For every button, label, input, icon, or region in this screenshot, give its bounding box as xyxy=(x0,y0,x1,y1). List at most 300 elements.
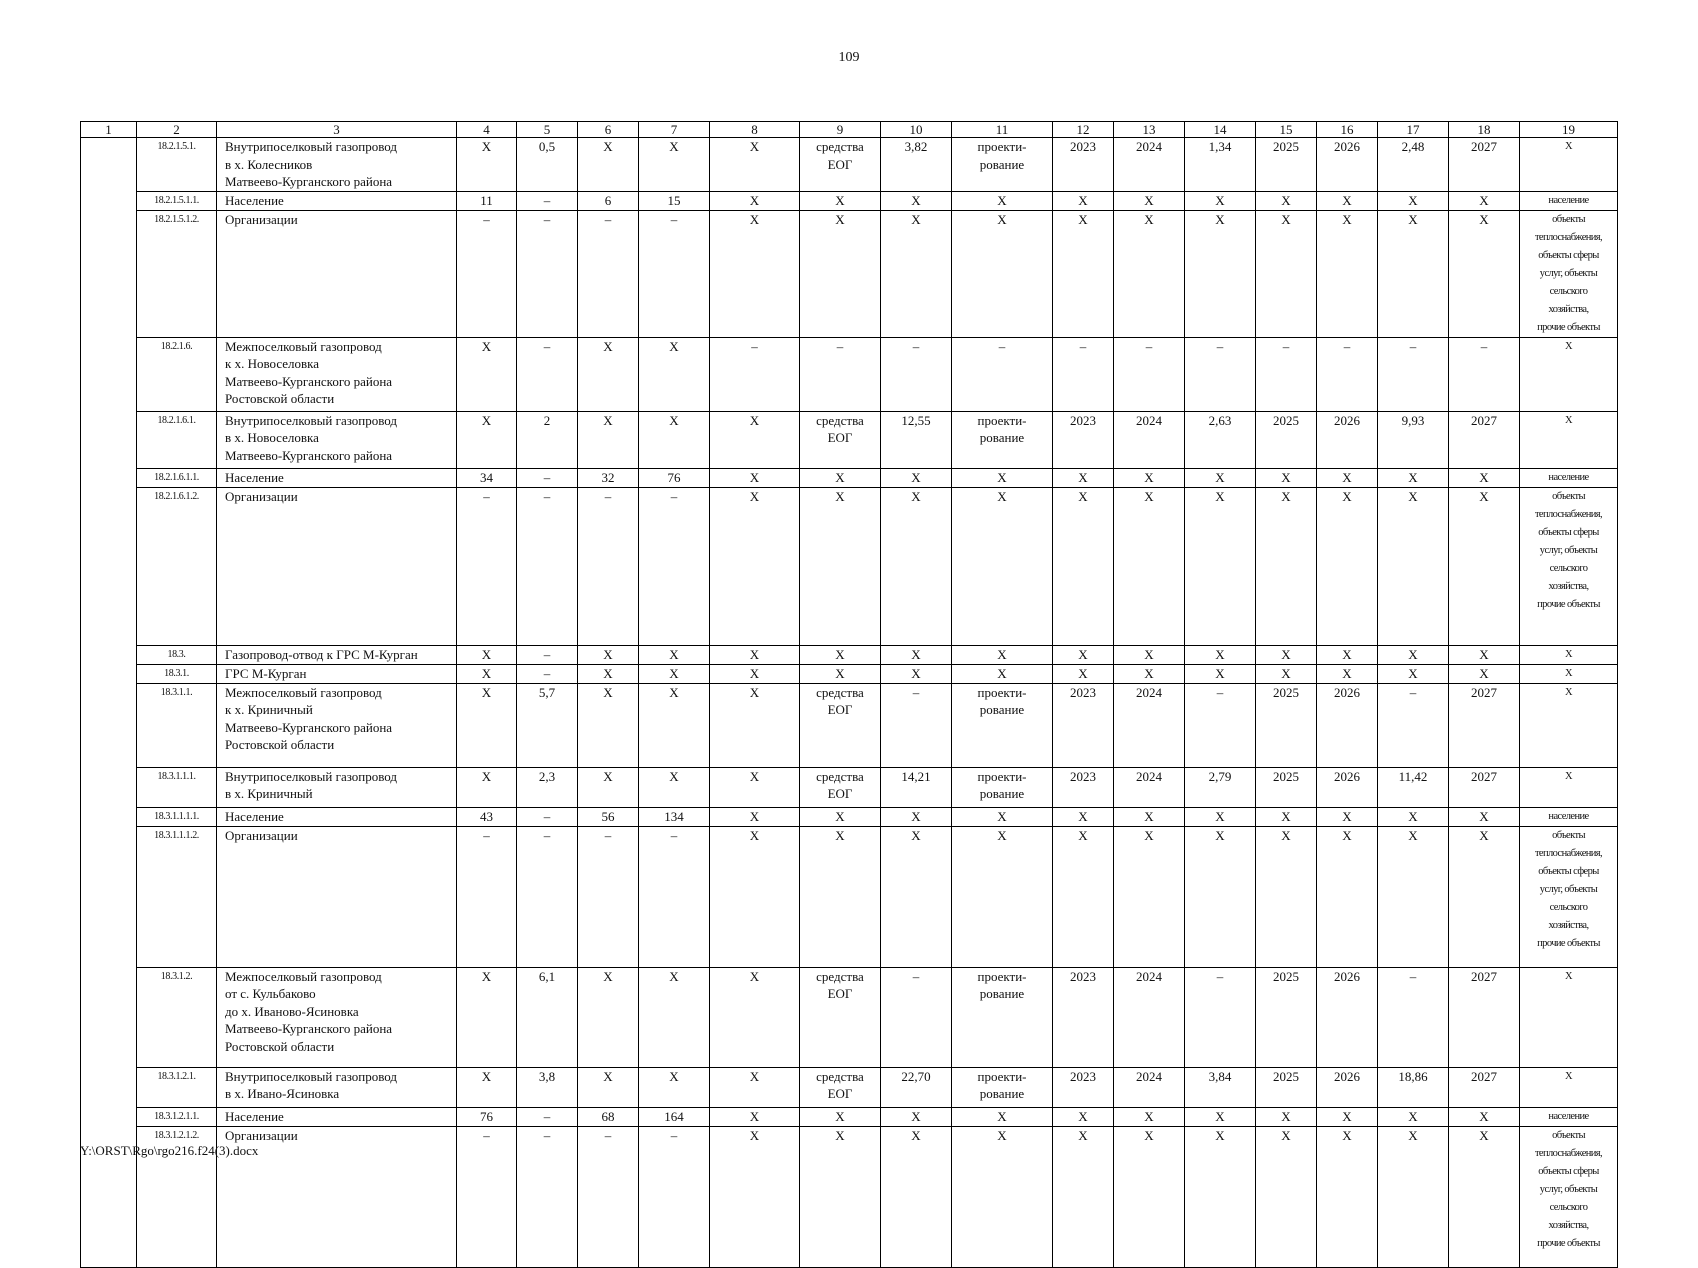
value-cell: 2026 xyxy=(1317,138,1378,192)
header-col-number: 8 xyxy=(710,122,800,138)
value-cell: проекти- рование xyxy=(952,411,1053,468)
row-number-cell: 18.3.1.1. xyxy=(137,683,217,767)
category-cell: население xyxy=(1520,807,1618,826)
value-cell: Х xyxy=(1053,664,1114,683)
value-cell: Х xyxy=(1114,468,1185,487)
value-cell: Х xyxy=(1378,1107,1449,1126)
value-cell: 76 xyxy=(639,468,710,487)
value-cell: Х xyxy=(1449,487,1520,645)
value-cell: Х xyxy=(1114,826,1185,967)
value-cell: Х xyxy=(457,767,517,807)
value-cell: Х xyxy=(1317,664,1378,683)
value-cell: 2024 xyxy=(1114,683,1185,767)
value-cell: Х xyxy=(1114,1107,1185,1126)
header-col-number: 6 xyxy=(578,122,639,138)
value-cell: Х xyxy=(1185,807,1256,826)
value-cell: Х xyxy=(710,683,800,767)
row-number-cell: 18.3. xyxy=(137,645,217,664)
value-cell: Х xyxy=(710,826,800,967)
value-cell: Х xyxy=(881,1107,952,1126)
value-cell: Х xyxy=(881,664,952,683)
value-cell: 2023 xyxy=(1053,767,1114,807)
value-cell: Х xyxy=(1114,1126,1185,1267)
object-name-cell: Межпоселковый газопровод к х. Криничный Матвеево-Курганского района Ростовской области xyxy=(217,683,457,767)
value-cell: 2023 xyxy=(1053,138,1114,192)
value-cell: Х xyxy=(881,487,952,645)
value-cell: Х xyxy=(457,1067,517,1107)
value-cell: проекти- рование xyxy=(952,767,1053,807)
table-row xyxy=(81,807,1618,826)
row-number-cell: 18.3.1.2.1. xyxy=(137,1067,217,1107)
value-cell: – xyxy=(457,1126,517,1267)
category-cell: Х xyxy=(1520,683,1618,767)
value-cell: Х xyxy=(578,967,639,1067)
value-cell: Х xyxy=(1378,1126,1449,1267)
value-cell: Х xyxy=(457,645,517,664)
header-col-number: 11 xyxy=(952,122,1053,138)
object-name-cell: Население xyxy=(217,807,457,826)
value-cell: 76 xyxy=(457,1107,517,1126)
value-cell: 56 xyxy=(578,807,639,826)
table-row xyxy=(81,664,1618,683)
value-cell: 2027 xyxy=(1449,967,1520,1067)
value-cell: 11 xyxy=(457,191,517,210)
category-cell: Х xyxy=(1520,411,1618,468)
value-cell: Х xyxy=(1317,826,1378,967)
value-cell: 2025 xyxy=(1256,138,1317,192)
page-number: 109 xyxy=(838,50,860,65)
value-cell: 2,79 xyxy=(1185,767,1256,807)
value-cell: 2024 xyxy=(1114,767,1185,807)
header-row xyxy=(81,122,1618,138)
category-cell: объекты теплоснабжения, объекты сферы услуг, объекты сельского хозяйства, прочие объекты xyxy=(1520,826,1618,967)
value-cell: 1,34 xyxy=(1185,138,1256,192)
value-cell: – xyxy=(1378,683,1449,767)
object-name-cell: Внутрипоселковый газопровод в х. Криничный xyxy=(217,767,457,807)
table-row xyxy=(81,1126,1618,1267)
table-body xyxy=(81,122,1618,1268)
value-cell: Х xyxy=(578,683,639,767)
object-name-cell: Внутрипоселковый газопровод в х. Колесников Матвеево-Курганского района xyxy=(217,138,457,192)
value-cell: 2027 xyxy=(1449,411,1520,468)
value-cell: Х xyxy=(800,210,881,337)
value-cell: Х xyxy=(1378,664,1449,683)
header-col-number: 3 xyxy=(217,122,457,138)
header-col-number: 17 xyxy=(1378,122,1449,138)
value-cell: Х xyxy=(1053,1107,1114,1126)
value-cell: Х xyxy=(800,645,881,664)
value-cell: Х xyxy=(457,138,517,192)
value-cell: Х xyxy=(639,645,710,664)
value-cell: 43 xyxy=(457,807,517,826)
value-cell: Х xyxy=(800,1126,881,1267)
value-cell: – xyxy=(517,337,578,411)
value-cell: Х xyxy=(1185,468,1256,487)
value-cell: 6,1 xyxy=(517,967,578,1067)
value-cell: 2026 xyxy=(1317,683,1378,767)
object-name-cell: Население xyxy=(217,468,457,487)
value-cell: 34 xyxy=(457,468,517,487)
value-cell: Х xyxy=(1053,807,1114,826)
row-number-cell: 18.2.1.6.1. xyxy=(137,411,217,468)
value-cell: Х xyxy=(639,683,710,767)
value-cell: Х xyxy=(1378,807,1449,826)
value-cell: Х xyxy=(710,210,800,337)
value-cell: Х xyxy=(1256,191,1317,210)
object-name-cell: Организации xyxy=(217,826,457,967)
value-cell: Х xyxy=(457,337,517,411)
value-cell: – xyxy=(1317,337,1378,411)
value-cell: Х xyxy=(952,1126,1053,1267)
value-cell: Х xyxy=(952,645,1053,664)
value-cell: Х xyxy=(710,807,800,826)
value-cell: Х xyxy=(1256,826,1317,967)
value-cell: Х xyxy=(1114,664,1185,683)
value-cell: Х xyxy=(710,468,800,487)
value-cell: Х xyxy=(881,210,952,337)
value-cell: Х xyxy=(1317,807,1378,826)
table-row xyxy=(81,967,1618,1067)
value-cell: 2023 xyxy=(1053,1067,1114,1107)
value-cell: Х xyxy=(952,664,1053,683)
object-name-cell: Население xyxy=(217,1107,457,1126)
value-cell: 15 xyxy=(639,191,710,210)
value-cell: Х xyxy=(1114,487,1185,645)
value-cell: Х xyxy=(952,210,1053,337)
value-cell: Х xyxy=(1256,487,1317,645)
value-cell: 2024 xyxy=(1114,411,1185,468)
table-row xyxy=(81,683,1618,767)
value-cell: Х xyxy=(800,1107,881,1126)
value-cell: Х xyxy=(1317,191,1378,210)
value-cell: Х xyxy=(578,664,639,683)
value-cell: Х xyxy=(1256,468,1317,487)
value-cell: Х xyxy=(1185,210,1256,337)
value-cell: 5,7 xyxy=(517,683,578,767)
value-cell: Х xyxy=(1449,664,1520,683)
row-number-cell: 18.3.1. xyxy=(137,664,217,683)
value-cell: Х xyxy=(710,767,800,807)
table-row xyxy=(81,411,1618,468)
value-cell: – xyxy=(1185,337,1256,411)
value-cell: Х xyxy=(1256,1126,1317,1267)
category-cell: Х xyxy=(1520,767,1618,807)
table-row xyxy=(81,191,1618,210)
row-number-cell: 18.2.1.5.1.2. xyxy=(137,210,217,337)
value-cell: Х xyxy=(578,337,639,411)
value-cell: Х xyxy=(1378,826,1449,967)
value-cell: Х xyxy=(1317,1126,1378,1267)
value-cell: Х xyxy=(1053,487,1114,645)
value-cell: 2026 xyxy=(1317,411,1378,468)
value-cell: – xyxy=(517,468,578,487)
value-cell: 2023 xyxy=(1053,967,1114,1067)
value-cell: Х xyxy=(952,1107,1053,1126)
value-cell: Х xyxy=(1185,1107,1256,1126)
header-col-number: 2 xyxy=(137,122,217,138)
value-cell: Х xyxy=(881,191,952,210)
value-cell: 2024 xyxy=(1114,967,1185,1067)
value-cell: – xyxy=(639,487,710,645)
value-cell: – xyxy=(578,210,639,337)
value-cell: Х xyxy=(1053,191,1114,210)
value-cell: Х xyxy=(1185,826,1256,967)
table-row xyxy=(81,767,1618,807)
value-cell: Х xyxy=(457,683,517,767)
footer-file-path: Y:\ORST\Rgo\rgo216.f24(3).docx xyxy=(80,1143,259,1158)
value-cell: Х xyxy=(1185,645,1256,664)
object-name-cell: Организации xyxy=(217,487,457,645)
header-col-number: 7 xyxy=(639,122,710,138)
value-cell: Х xyxy=(1185,191,1256,210)
value-cell: 2023 xyxy=(1053,683,1114,767)
table-row xyxy=(81,468,1618,487)
value-cell: Х xyxy=(1378,487,1449,645)
row-number-cell: 18.2.1.6. xyxy=(137,337,217,411)
category-cell: население xyxy=(1520,468,1618,487)
value-cell: проекти- рование xyxy=(952,683,1053,767)
value-cell: проекти- рование xyxy=(952,1067,1053,1107)
value-cell: – xyxy=(639,826,710,967)
object-name-cell: Газопровод-отвод к ГРС М-Курган xyxy=(217,645,457,664)
value-cell: 12,55 xyxy=(881,411,952,468)
value-cell: проекти- рование xyxy=(952,967,1053,1067)
header-col-number: 19 xyxy=(1520,122,1618,138)
category-cell: население xyxy=(1520,191,1618,210)
value-cell: – xyxy=(578,487,639,645)
value-cell: Х xyxy=(800,468,881,487)
object-name-cell: Население xyxy=(217,191,457,210)
object-name-cell: Организации xyxy=(217,210,457,337)
row-number-cell: 18.3.1.1.1.2. xyxy=(137,826,217,967)
value-cell: Х xyxy=(952,468,1053,487)
value-cell: – xyxy=(1378,967,1449,1067)
value-cell: – xyxy=(710,337,800,411)
header-col-number: 14 xyxy=(1185,122,1256,138)
value-cell: 2,3 xyxy=(517,767,578,807)
value-cell: Х xyxy=(1185,664,1256,683)
value-cell: – xyxy=(517,807,578,826)
value-cell: 2023 xyxy=(1053,411,1114,468)
value-cell: – xyxy=(517,826,578,967)
value-cell: Х xyxy=(457,967,517,1067)
value-cell: Х xyxy=(710,664,800,683)
value-cell: Х xyxy=(1053,645,1114,664)
row-number-cell: 18.2.1.5.1. xyxy=(137,138,217,192)
value-cell: средства ЕОГ xyxy=(800,1067,881,1107)
value-cell: 9,93 xyxy=(1378,411,1449,468)
value-cell: 2027 xyxy=(1449,767,1520,807)
value-cell: 2027 xyxy=(1449,1067,1520,1107)
row-number-cell: 18.2.1.5.1.1. xyxy=(137,191,217,210)
value-cell: Х xyxy=(639,664,710,683)
value-cell: средства ЕОГ xyxy=(800,138,881,192)
value-cell: Х xyxy=(1053,468,1114,487)
value-cell: – xyxy=(952,337,1053,411)
value-cell: Х xyxy=(1449,1126,1520,1267)
value-cell: – xyxy=(881,967,952,1067)
value-cell: Х xyxy=(881,1126,952,1267)
value-cell: Х xyxy=(800,807,881,826)
value-cell: 2 xyxy=(517,411,578,468)
value-cell: Х xyxy=(800,826,881,967)
value-cell: 2026 xyxy=(1317,967,1378,1067)
value-cell: Х xyxy=(578,767,639,807)
value-cell: – xyxy=(1114,337,1185,411)
value-cell: Х xyxy=(1317,1107,1378,1126)
value-cell: Х xyxy=(578,1067,639,1107)
value-cell: Х xyxy=(881,468,952,487)
value-cell: 134 xyxy=(639,807,710,826)
value-cell: 2026 xyxy=(1317,767,1378,807)
object-name-cell: ГРС М-Курган xyxy=(217,664,457,683)
value-cell: 68 xyxy=(578,1107,639,1126)
value-cell: Х xyxy=(457,664,517,683)
value-cell: Х xyxy=(881,826,952,967)
object-name-cell: Организации xyxy=(217,1126,457,1267)
category-cell: объекты теплоснабжения, объекты сферы услуг, объекты сельского хозяйства, прочие объекты xyxy=(1520,487,1618,645)
value-cell: Х xyxy=(1114,191,1185,210)
header-col-number: 4 xyxy=(457,122,517,138)
value-cell: Х xyxy=(710,1107,800,1126)
value-cell: 2026 xyxy=(1317,1067,1378,1107)
value-cell: – xyxy=(639,1126,710,1267)
value-cell: Х xyxy=(1449,191,1520,210)
row-number-cell: 18.3.1.1.1.1. xyxy=(137,807,217,826)
value-cell: Х xyxy=(1114,210,1185,337)
value-cell: Х xyxy=(1053,826,1114,967)
value-cell: Х xyxy=(800,487,881,645)
table-row xyxy=(81,138,1618,192)
row-number-cell: 18.3.1.2.1.1. xyxy=(137,1107,217,1126)
value-cell: Х xyxy=(710,1126,800,1267)
header-col-number: 15 xyxy=(1256,122,1317,138)
object-name-cell: Внутрипоселковый газопровод в х. Ивано-Ясиновка xyxy=(217,1067,457,1107)
value-cell: проекти- рование xyxy=(952,138,1053,192)
value-cell: – xyxy=(457,826,517,967)
value-cell: 3,8 xyxy=(517,1067,578,1107)
value-cell: Х xyxy=(457,411,517,468)
value-cell: 2025 xyxy=(1256,1067,1317,1107)
value-cell: Х xyxy=(1449,468,1520,487)
header-col-number: 12 xyxy=(1053,122,1114,138)
category-cell: население xyxy=(1520,1107,1618,1126)
value-cell: – xyxy=(1185,967,1256,1067)
value-cell: Х xyxy=(800,664,881,683)
value-cell: Х xyxy=(1378,210,1449,337)
value-cell: – xyxy=(517,1126,578,1267)
value-cell: средства ЕОГ xyxy=(800,411,881,468)
value-cell: 11,42 xyxy=(1378,767,1449,807)
value-cell: – xyxy=(578,826,639,967)
value-cell: – xyxy=(517,210,578,337)
value-cell: Х xyxy=(1256,1107,1317,1126)
value-cell: – xyxy=(517,645,578,664)
category-cell: Х xyxy=(1520,967,1618,1067)
value-cell: 2025 xyxy=(1256,683,1317,767)
value-cell: Х xyxy=(710,138,800,192)
value-cell: Х xyxy=(1053,210,1114,337)
value-cell: Х xyxy=(1449,807,1520,826)
value-cell: Х xyxy=(578,138,639,192)
value-cell: Х xyxy=(1256,664,1317,683)
value-cell: 2027 xyxy=(1449,683,1520,767)
value-cell: Х xyxy=(1317,468,1378,487)
table-row xyxy=(81,645,1618,664)
value-cell: 3,84 xyxy=(1185,1067,1256,1107)
value-cell: Х xyxy=(1053,1126,1114,1267)
category-cell: объекты теплоснабжения, объекты сферы услуг, объекты сельского хозяйства, прочие объекты xyxy=(1520,1126,1618,1267)
table-row xyxy=(81,337,1618,411)
object-name-cell: Внутрипоселковый газопровод в х. Новоселовка Матвеево-Курганского района xyxy=(217,411,457,468)
value-cell: – xyxy=(639,210,710,337)
value-cell: – xyxy=(517,487,578,645)
value-cell: 0,5 xyxy=(517,138,578,192)
table-row xyxy=(81,1107,1618,1126)
value-cell: Х xyxy=(710,645,800,664)
value-cell: 2025 xyxy=(1256,411,1317,468)
value-cell: Х xyxy=(710,967,800,1067)
value-cell: 2025 xyxy=(1256,967,1317,1067)
value-cell: Х xyxy=(639,967,710,1067)
value-cell: Х xyxy=(1449,1107,1520,1126)
value-cell: Х xyxy=(952,487,1053,645)
value-cell: Х xyxy=(952,826,1053,967)
row-number-cell: 18.2.1.6.1.2. xyxy=(137,487,217,645)
value-cell: Х xyxy=(1256,645,1317,664)
header-col-number: 18 xyxy=(1449,122,1520,138)
header-col-number: 1 xyxy=(81,122,137,138)
value-cell: Х xyxy=(710,487,800,645)
header-col-number: 10 xyxy=(881,122,952,138)
value-cell: 2,63 xyxy=(1185,411,1256,468)
column-1-spanning-cell xyxy=(81,138,137,1268)
value-cell: 18,86 xyxy=(1378,1067,1449,1107)
value-cell: Х xyxy=(1378,191,1449,210)
value-cell: Х xyxy=(1449,645,1520,664)
table-row xyxy=(81,1067,1618,1107)
value-cell: – xyxy=(800,337,881,411)
value-cell: Х xyxy=(639,1067,710,1107)
value-cell: средства ЕОГ xyxy=(800,767,881,807)
value-cell: – xyxy=(1185,683,1256,767)
value-cell: – xyxy=(578,1126,639,1267)
value-cell: Х xyxy=(710,191,800,210)
object-name-cell: Межпоселковый газопровод к х. Новоселовка Матвеево-Курганского района Ростовской области xyxy=(217,337,457,411)
value-cell: 2024 xyxy=(1114,1067,1185,1107)
value-cell: Х xyxy=(800,191,881,210)
value-cell: – xyxy=(517,1107,578,1126)
table-row xyxy=(81,487,1618,645)
category-cell: Х xyxy=(1520,645,1618,664)
value-cell: – xyxy=(1256,337,1317,411)
value-cell: Х xyxy=(881,645,952,664)
value-cell: Х xyxy=(952,807,1053,826)
category-cell: Х xyxy=(1520,664,1618,683)
row-number-cell: 18.3.1.2.1.2. xyxy=(137,1126,217,1267)
value-cell: 164 xyxy=(639,1107,710,1126)
value-cell: – xyxy=(1449,337,1520,411)
value-cell: 3,82 xyxy=(881,138,952,192)
value-cell: – xyxy=(1053,337,1114,411)
header-col-number: 13 xyxy=(1114,122,1185,138)
value-cell: Х xyxy=(710,411,800,468)
value-cell: Х xyxy=(639,767,710,807)
row-number-cell: 18.2.1.6.1.1. xyxy=(137,468,217,487)
value-cell: Х xyxy=(639,138,710,192)
value-cell: 32 xyxy=(578,468,639,487)
category-cell: Х xyxy=(1520,138,1618,192)
